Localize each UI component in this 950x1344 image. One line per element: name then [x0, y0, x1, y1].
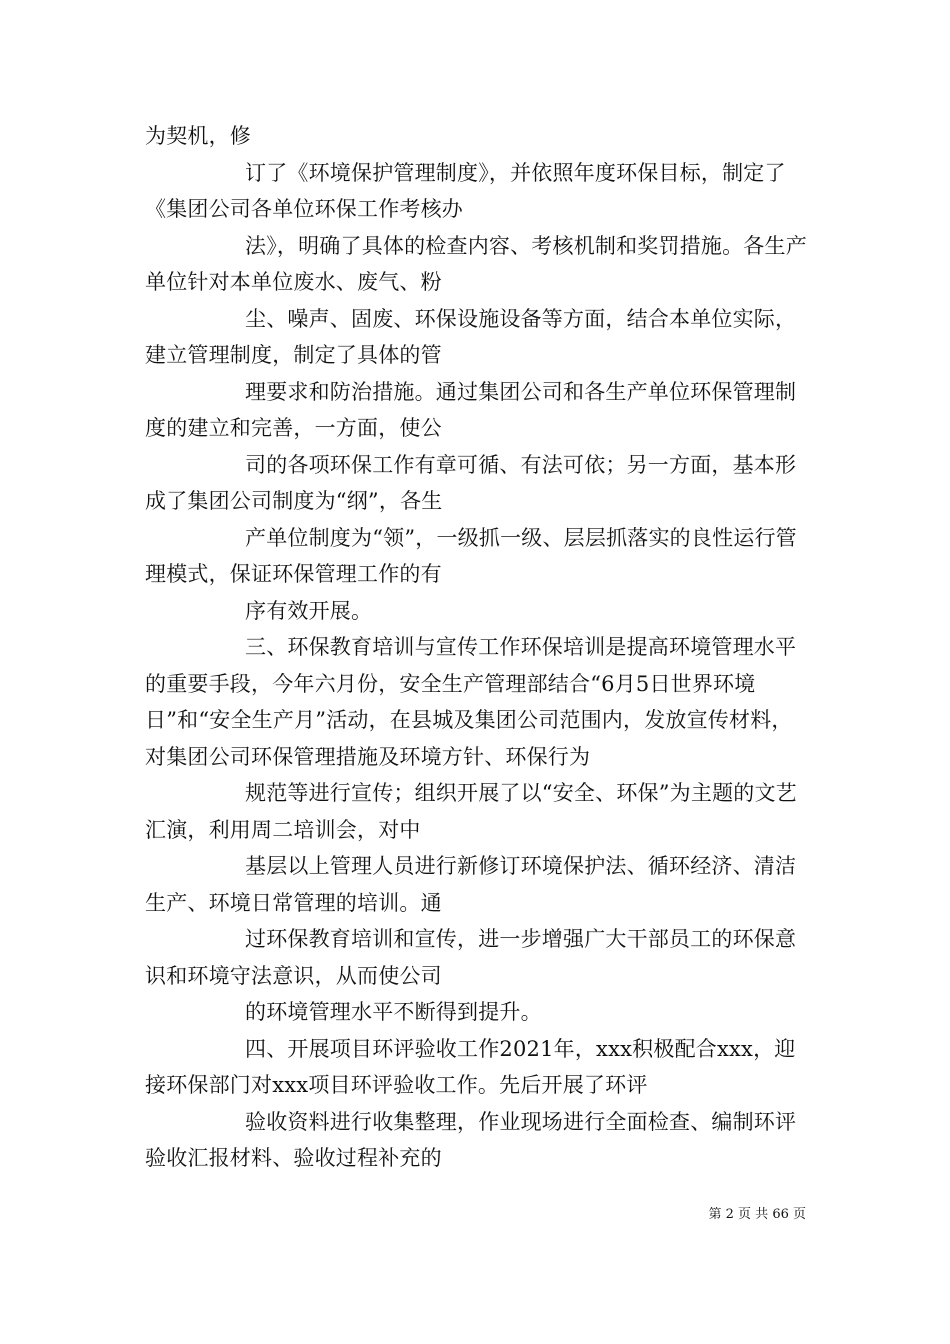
paragraph: 司的各项环保工作有章可循、有法可依；另一方面，基本形成了集团公司制度为“纲”，各生 — [145, 452, 797, 513]
paragraph: 序有效开展。 — [245, 598, 373, 623]
document-body — [145, 118, 810, 1177]
paragraph: 验收资料进行收集整理，作业现场进行全面检查、编制环评验收汇报材料、验收过程补充的 — [145, 1109, 797, 1170]
paragraph: 为契机，修 — [145, 124, 251, 148]
paragraph: 订了《环境保护管理制度》，并依照年度环保目标，制定了《集团公司各单位环保工作考核办 — [145, 160, 786, 221]
paragraph: 过环保教育培训和宣传，进一步增强广大干部员工的环保意识和环境守法意识，从而使公司 — [145, 927, 797, 988]
paragraph: 理要求和防治措施。通过集团公司和各生产单位环保管理制度的建立和完善，一方面，使公 — [145, 379, 797, 440]
paragraph: 基层以上管理人员进行新修订环境保护法、循环经济、清洁生产、环境日常管理的培训。通 — [145, 854, 797, 915]
paragraph: 的环境管理水平不断得到提升。 — [245, 1000, 542, 1024]
paragraph: 三、环保教育培训与宣传工作环保培训是提高环境管理水平的重要手段，今年六月份，安全生产管理部结合“6月5日世界环境日”和“安全生产月”活动，在县城及集团公司范围内，发放宣传材料，对集团公司环保管理措施及环境方针、环保行为 — [145, 635, 797, 769]
page-number-footer: 第 2 页 共 66 页 — [708, 1207, 806, 1222]
paragraph: 尘、噪声、固废、环保设施设备等方面，结合本单位实际，建立管理制度，制定了具体的管 — [145, 306, 797, 367]
paragraph: 四、开展项目环评验收工作2021年，xxx积极配合xxx，迎接环保部门对xxx项目环评验收工作。先后开展了环评 — [145, 1036, 796, 1097]
paragraph: 产单位制度为“领”，一级抓一级、层层抓落实的良性运行管理模式，保证环保管理工作的有 — [145, 525, 797, 586]
paragraph: 法》，明确了具体的检查内容、考核机制和奖罚措施。各生产单位针对本单位废水、废气、粉 — [145, 233, 807, 294]
paragraph: 规范等进行宣传；组织开展了以“安全、环保”为主题的文艺汇演，利用周二培训会，对中 — [145, 781, 797, 842]
